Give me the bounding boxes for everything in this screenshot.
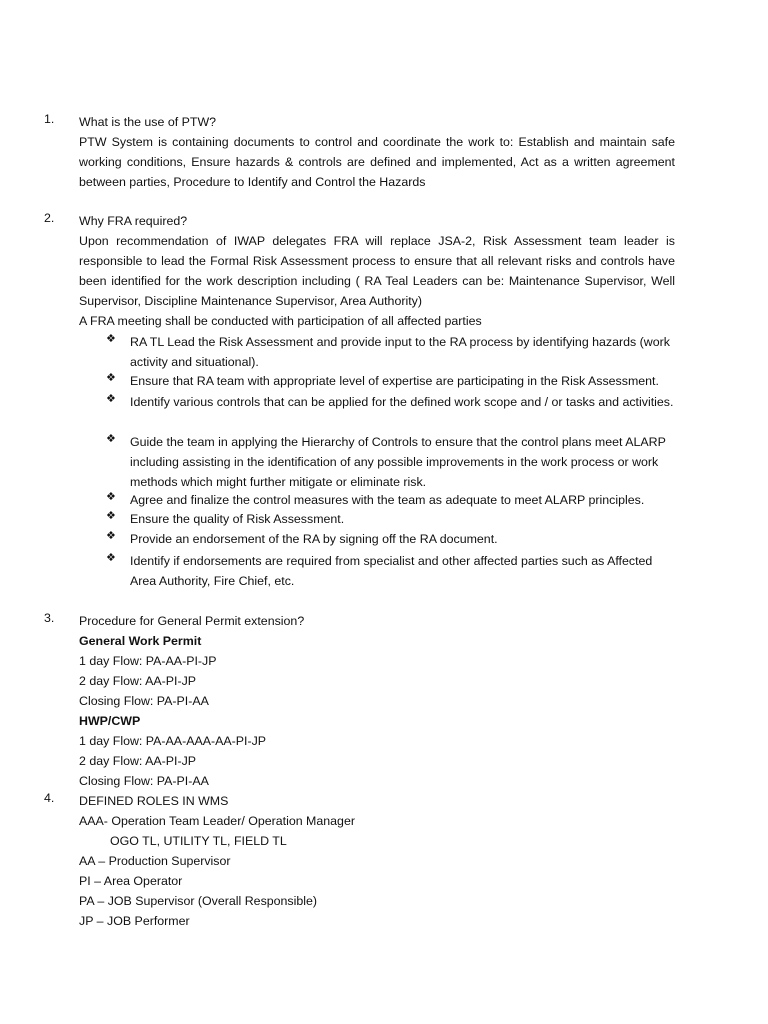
q2-bullet-6: Ensure the quality of Risk Assessment.: [130, 512, 345, 526]
q4-aaa-role: AAA- Operation Team Leader/ Operation Manager: [79, 814, 355, 828]
q2-question: Why FRA required?: [79, 214, 188, 228]
q3-gwp-title: General Work Permit: [79, 634, 202, 648]
q3-gwp-line-2: 2 day Flow: AA-PI-JP: [79, 674, 197, 688]
q4-number: 4.: [44, 791, 55, 805]
bullet-icon: ❖: [106, 372, 116, 384]
q2-meeting-line: A FRA meeting shall be conducted with participation of all affected parties: [79, 314, 482, 328]
bullet-icon: ❖: [106, 393, 116, 405]
q4-role-pi: PI – Area Operator: [79, 874, 183, 888]
q3-gwp-line-1: 1 day Flow: PA-AA-PI-JP: [79, 654, 217, 668]
q2-answer: Upon recommendation of IWAP delegates FRA will replace JSA-2, Risk Assessment team leader is responsible to lead the Formal Risk Assessment process to ensure that all relevant risks and controls have been identified for the work description including ( RA Teal Leaders can be: Maintenance Supervisor, Well Supervisor, Discipline Maintenance Supervisor, Area Authority): [79, 234, 675, 308]
q2-bullet-1: RA TL Lead the Risk Assessment and provide input to the RA process by identifying hazards (work activity and situational).: [130, 335, 670, 369]
q1-number: 1.: [44, 112, 55, 126]
bullet-icon: ❖: [106, 530, 116, 542]
q2-bullet-5: Agree and finalize the control measures with the team as adequate to meet ALARP principles.: [130, 493, 645, 507]
bullet-icon: ❖: [106, 510, 116, 522]
bullet-icon: ❖: [106, 433, 116, 445]
bullet-icon: ❖: [106, 491, 116, 503]
q3-hwp-line-2: 2 day Flow: AA-PI-JP: [79, 754, 197, 768]
q2-number: 2.: [44, 211, 55, 225]
q3-number: 3.: [44, 611, 55, 625]
q2-bullet-4: Guide the team in applying the Hierarchy of Controls to ensure that the control plans meet ALARP including assisting in the identification of any possible improvements in the work process or work methods which might further mitigate or eliminate risk.: [130, 435, 666, 489]
q4-aaa-sub: OGO TL, UTILITY TL, FIELD TL: [110, 834, 287, 848]
bullet-icon: ❖: [106, 552, 116, 564]
q4-role-aa: AA – Production Supervisor: [79, 854, 231, 868]
q3-question: Procedure for General Permit extension?: [79, 614, 305, 628]
q2-bullet-8: Identify if endorsements are required from specialist and other affected parties such as Affected Area Authority, Fire Chief, etc.: [130, 554, 653, 588]
q3-hwp-line-1: 1 day Flow: PA-AA-AAA-AA-PI-JP: [79, 734, 267, 748]
q3-hwp-line-3: Closing Flow: PA-PI-AA: [79, 774, 209, 788]
q1-question: What is the use of PTW?: [79, 115, 217, 129]
q1-answer: PTW System is containing documents to control and coordinate the work to: Establish and maintain safe working conditions, Ensure hazards & controls are defined and implemented, Act as a written agreement between parties, Procedure to Identify and Control the Hazards: [79, 135, 675, 189]
q4-role-jp: JP – JOB Performer: [79, 914, 190, 928]
q2-bullet-3: Identify various controls that can be applied for the defined work scope and / or tasks and activities.: [130, 395, 674, 409]
q4-role-pa: PA – JOB Supervisor (Overall Responsible): [79, 894, 318, 908]
bullet-icon: ❖: [106, 333, 116, 345]
q2-bullet-2: Ensure that RA team with appropriate level of expertise are participating in the Risk Assessment.: [130, 374, 659, 388]
q3-gwp-line-3: Closing Flow: PA-PI-AA: [79, 694, 209, 708]
q4-title: DEFINED ROLES IN WMS: [79, 794, 229, 808]
q3-hwp-title: HWP/CWP: [79, 714, 141, 728]
q2-bullet-7: Provide an endorsement of the RA by signing off the RA document.: [130, 532, 498, 546]
